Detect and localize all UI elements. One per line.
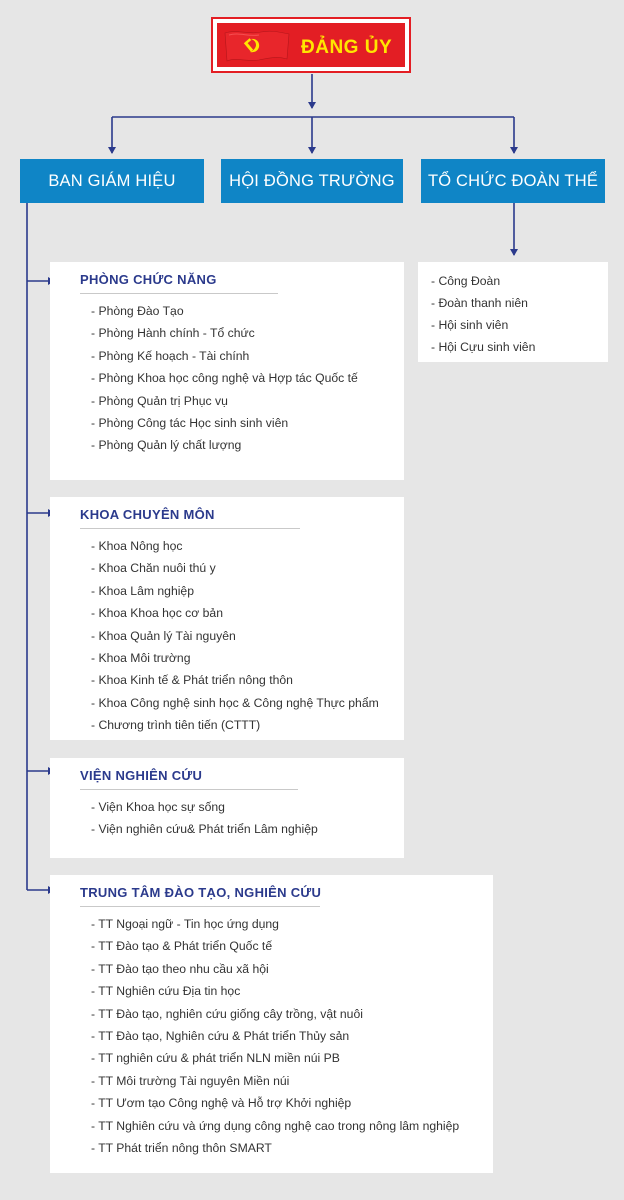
- list-item: - Hội sinh viên: [431, 318, 509, 332]
- list-item: - TT Môi trường Tài nguyên Miền núi: [91, 1073, 290, 1088]
- list-item: - TT Đào tạo, Nghiên cứu & Phát triển Thủy sản: [91, 1028, 350, 1043]
- phong-chuc-nang-panel: [50, 262, 404, 480]
- list-item: - Phòng Quản trị Phục vụ: [91, 393, 228, 408]
- list-item: - Phòng Hành chính - Tổ chức: [91, 326, 255, 341]
- list-item: - Phòng Công tác Học sinh sinh viên: [91, 415, 289, 430]
- dang-uy-label: ĐẢNG ỦY: [301, 37, 393, 58]
- list-item: - TT Nghiên cứu Địa tin học: [91, 984, 241, 999]
- list-item: - TT Đào tạo theo nhu cầu xã hội: [91, 961, 269, 976]
- list-item: - Khoa Công nghệ sinh học & Công nghệ Thực phẩm: [91, 695, 379, 710]
- list-item: - Khoa Chăn nuôi thú y: [91, 561, 216, 576]
- list-item: - TT Đào tạo & Phát triển Quốc tế: [91, 939, 273, 954]
- list-item: - Khoa Nông học: [91, 539, 183, 553]
- section-heading: TRUNG TÂM ĐÀO TẠO, NGHIÊN CỨU: [80, 885, 322, 900]
- list-item: - Hội Cựu sinh viên: [431, 340, 536, 354]
- list-item: - TT Đào tạo, nghiên cứu giống cây trồng, vật nuôi: [91, 1006, 363, 1021]
- section-heading: VIỆN NGHIÊN CỨU: [80, 768, 203, 783]
- list-item: - Khoa Lâm nghiệp: [91, 583, 194, 598]
- khoa-chuyen-mon-panel: [50, 497, 404, 740]
- heading-divider: [80, 789, 298, 790]
- trung-tam-panel: [50, 875, 493, 1173]
- to-chuc-doan-the-box: TỔ CHỨC ĐOÀN THỂ: [421, 159, 605, 203]
- dang-uy-box: [211, 17, 411, 73]
- list-item: - Phòng Kế hoạch - Tài chính: [91, 348, 250, 363]
- list-item: - Công Đoàn: [431, 274, 501, 288]
- list-item: - Khoa Khoa học cơ bản: [91, 606, 223, 621]
- list-item: - TT Ngoại ngữ - Tin học ứng dụng: [91, 917, 279, 931]
- list-item: - TT Nghiên cứu và ứng dụng công nghệ cao trong nông lâm nghiệp: [91, 1118, 460, 1133]
- list-item: - Phòng Khoa học công nghệ và Hợp tác Quốc tế: [91, 371, 358, 386]
- list-item: - TT nghiên cứu & phát triển NLN miền núi PB: [91, 1051, 340, 1066]
- list-item: - Viện Khoa học sự sống: [91, 800, 225, 814]
- list-item: - TT Phát triển nông thôn SMART: [91, 1140, 272, 1155]
- heading-divider: [80, 906, 320, 907]
- hammer-sickle-flag-icon: [223, 29, 291, 63]
- list-item: - Chương trình tiên tiến (CTTT): [91, 718, 261, 733]
- hoi-dong-truong-box: HỘI ĐỒNG TRƯỜNG: [221, 159, 403, 203]
- list-item: - TT Ươm tạo Công nghệ và Hỗ trợ Khởi nghiệp: [91, 1096, 352, 1111]
- list-item: - Đoàn thanh niên: [431, 296, 528, 310]
- list-item: - Khoa Kinh tế & Phát triển nông thôn: [91, 673, 293, 688]
- section-heading: PHÒNG CHỨC NĂNG: [80, 272, 217, 287]
- list-item: - Phòng Quản lý chất lượng: [91, 438, 242, 453]
- heading-divider: [80, 528, 300, 529]
- heading-divider: [80, 293, 278, 294]
- ban-giam-hieu-box: BAN GIÁM HIỆU: [20, 159, 204, 203]
- list-item: - Phòng Đào Tạo: [91, 304, 184, 318]
- list-item: - Khoa Môi trường: [91, 650, 191, 665]
- section-heading: KHOA CHUYÊN MÔN: [80, 507, 215, 522]
- list-item: - Viện nghiên cứu& Phát triển Lâm nghiệp: [91, 822, 318, 837]
- organizations-panel: [418, 262, 608, 362]
- vien-nghien-cuu-panel: [50, 758, 404, 858]
- list-item: - Khoa Quản lý Tài nguyên: [91, 628, 236, 643]
